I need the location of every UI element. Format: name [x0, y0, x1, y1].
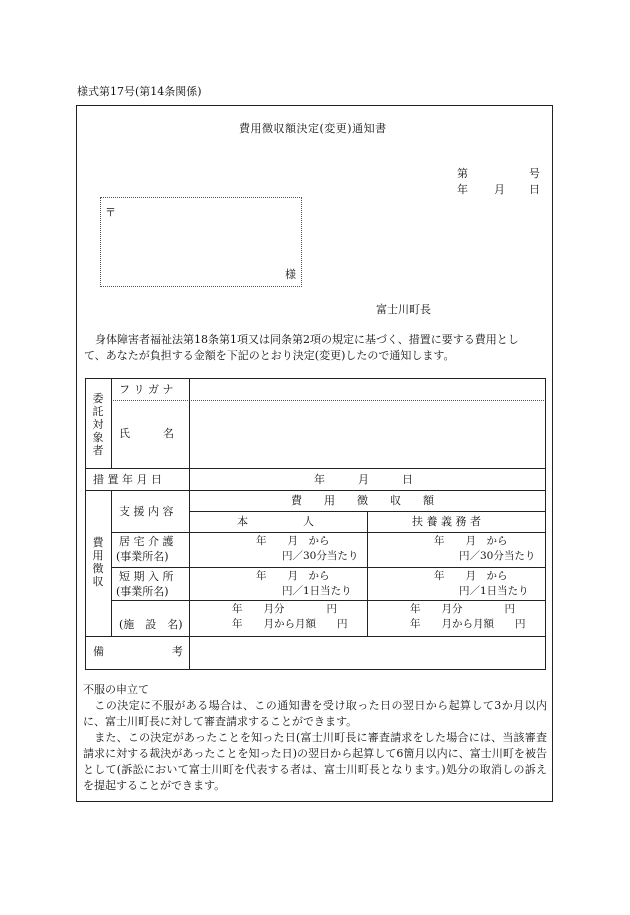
- measure-date-value: 年 月 日: [314, 473, 413, 486]
- number-go: 号: [529, 167, 540, 180]
- date-year: 年: [457, 183, 468, 196]
- objection-paragraph-1: この決定に不服がある場合は、この通知書を受け取った日の翌日から起算して3か月以内に、富士川町長に対して審査請求することができます。: [83, 699, 547, 728]
- form-label: 様式第17号(第14条関係): [77, 85, 202, 98]
- address-box: [100, 197, 302, 287]
- date-day: 日: [529, 183, 540, 196]
- cost-collection-label: 費 用 徴 収: [92, 536, 104, 588]
- cost-header: 費 用 徴 収 額: [291, 494, 434, 507]
- issuer-name: 富士川町長: [376, 303, 431, 316]
- intro-line-2: て、あなたが負担する金額を下記のとおり決定(変更)したので通知します。: [84, 349, 455, 362]
- objection-title: 不服の申立て: [83, 683, 149, 696]
- postal-mark: 〒: [105, 206, 116, 219]
- date-month: 月: [494, 183, 505, 196]
- furigana-label: フ リ ガ ナ: [119, 383, 174, 396]
- self-header: 本 人: [237, 515, 314, 528]
- remarks-label-2: 考: [172, 645, 183, 658]
- objection-text: [83, 698, 547, 794]
- honorific-sama: 様: [285, 268, 296, 281]
- support-label: 支 援 内 容: [119, 505, 174, 518]
- intro-line-1: 身体障害者福祉法第18条第1項又は同条第2項の規定に基づく、措置に要する費用とし: [95, 333, 519, 346]
- measure-date-label: 措 置 年 月 日: [93, 473, 162, 486]
- guardian-header: 扶 養 義 務 者: [412, 515, 481, 528]
- number-dai: 第: [457, 167, 468, 180]
- page: 様式第17号(第14条関係) 費用徴収額決定(変更)通知書 第 号 年 月 日 〒 様 富士川町長 身体障害者福祉法第18条第1項又は同条第2項の規定に基づく、措置に要する費用とし て、あなたが負担する金額を下記のとおり決定(変更)したので通知します。 委 託 対 象 者 フ リ ガ ナ 氏 名 措 置 年 月 日 年 月 日 費 用 徴 収 支 援 内 容 費 用 徴 収 額 本 人 扶 養 義 務 者 居 宅 介 護 (事業所名) 年 月 から 円／30分当たり 年 月 から 円／30分当たり 短 期 入 所 (事業所名) 年 月 から 円／1日当たり 年 月 から 円／1日当たり (施 設 名) 年 月分 円 年 月から月額 円 年 月分 円 年 月から月額 円 備 考 不服の申立て この決定に不服がある場合は、この通知書を受け取った日の翌日から起算して3か月以内に、富士川町長に対して審査請求することができます。 また、この決定があったことを知った日(富士川町長に審査請求をした場合には、当該審査請求に対する裁決があったことを知った日)の翌日から起算して6箇月以内に、富士川町を被告として(訴訟において富士川町を代表する者は、富士川町長となります。)処分の取消しの訴えを提起することができます。: [0, 0, 630, 915]
- intro-text: [84, 332, 549, 364]
- document-title: 費用徴収額決定(変更)通知書: [239, 122, 387, 135]
- subject-label: 委 託 対 象 者: [92, 392, 104, 457]
- remarks-label-1: 備: [93, 645, 104, 658]
- name-label: 氏 名: [119, 427, 174, 440]
- objection-paragraph-2: また、この決定があったことを知った日(富士川町長に審査請求をした場合には、当該審査請求に対する裁決があったことを知った日)の翌日から起算して6箇月以内に、富士川町を被告として(訴訟において富士川町を代表する者は、富士川町長となります。)処分の取消しの訴えを提起することができます。: [83, 731, 547, 792]
